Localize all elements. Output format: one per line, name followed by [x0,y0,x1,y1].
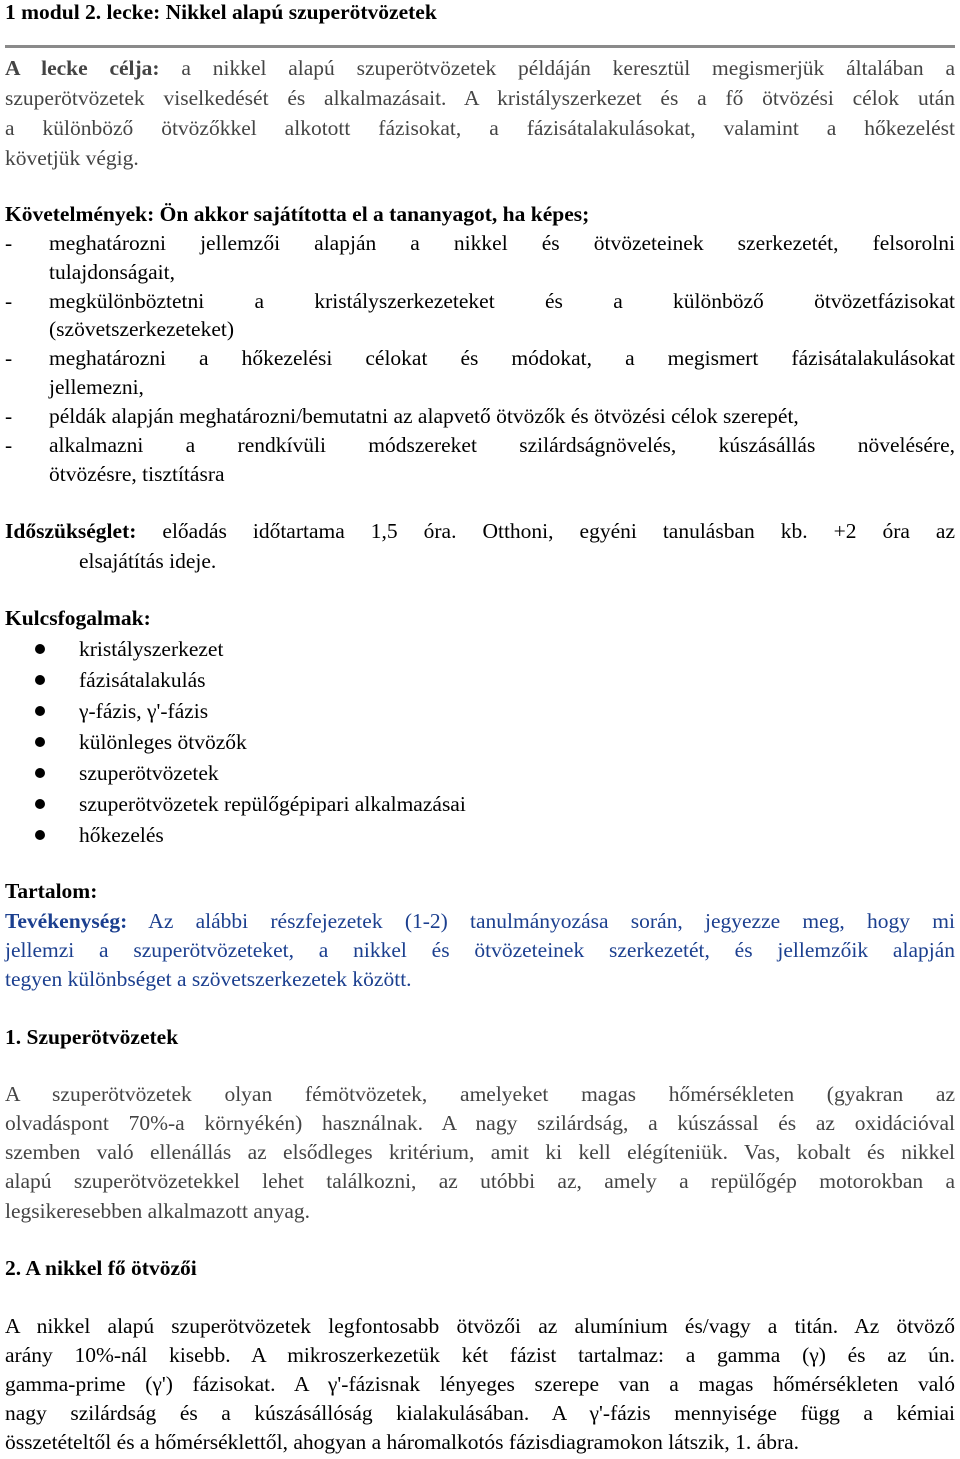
activity-line-3: tegyen különbséget a szövetszerkezetek között. [5,967,412,991]
requirement-item: - alkalmazni a rendkívüli módszereket szilárdságnövelés, kúszásállás növelésére, [5,433,955,457]
goal-label: A lecke célja: [5,56,160,80]
bullet-icon [35,706,45,716]
bullet-icon [35,675,45,685]
requirement-item-cont: (szövetszerkezeteket) [49,317,235,341]
requirement-item: - meghatározni a hőkezelési célokat és módokat, a megismert fázisátalakulásokat [5,346,955,370]
section-2-line: arány 10%-nál kisebb. A mikroszerkezetük két fázist tartalmaz: a gamma (γ) és az ún. [5,1343,955,1367]
bullet-icon [35,799,45,809]
bullet-icon [35,644,45,654]
section-1-line: alapú szuperötvözetekkel lehet találkozni, az utóbbi az, amely a repülőgép motorokban a [5,1169,955,1193]
section-1-line: legsikeresebben alkalmazott anyag. [5,1199,311,1223]
keyword-item: kristályszerkezet [79,637,224,661]
section-1-line: A szuperötvözetek olyan fémötvözetek, amelyeket magas hőmérsékleten (gyakran az [5,1082,955,1106]
goal-line-2: szuperötvözetek viselkedését és alkalmazásait. A kristályszerkezet és a fő ötvözési célok után [5,86,955,110]
keyword-item: szuperötvözetek repülőgépipari alkalmazásai [79,792,466,816]
bullet-icon [35,768,45,778]
section-1-line: olvadáspont 70%-a környékén) használnak. A nagy szilárdság, a kúszással és az oxidációval [5,1111,955,1135]
section-1-line: szemben való ellenállás az elsődleges kritérium, amit ki kell elégíteniük. Vas, kobalt és nikkel [5,1140,955,1164]
content-heading: Tartalom: [5,879,98,903]
section-1-heading: 1. Szuperötvözetek [5,1025,179,1049]
goal-line-4: követjük végig. [5,146,139,170]
requirement-item-cont: ötvözésre, tisztításra [49,462,225,486]
title-divider [5,45,955,48]
activity-label: Tevékenység: [5,909,128,933]
section-2-line: összetételtől és a hőmérséklettől, ahogyan a háromalkotós fázisdiagramokon látszik, 1. ábra. [5,1430,800,1454]
keywords-heading: Kulcsfogalmak: [5,606,151,630]
goal-line-1: A lecke célja: a nikkel alapú szuperötvözetek példáján keresztül megismerjük általában a [5,56,955,80]
section-2-line: gamma-prime (γ') fázisokat. A γ'-fázisnak lényeges szerepe van a magas hőmérsékleten való [5,1372,955,1396]
time-label: Időszükséglet: [5,519,137,543]
activity-line-1: Tevékenység: Az alábbi részfejezetek (1-2) tanulmányozása során, jegyezze meg, hogy mi [5,909,955,933]
keyword-item: γ-fázis, γ'-fázis [79,699,209,723]
section-2-heading: 2. A nikkel fő ötvözői [5,1256,197,1280]
bullet-icon [35,830,45,840]
section-2-line: nagy szilárdság és a kúszásállóság kialakulásában. A γ'-fázis mennyisége függ a kémiai [5,1401,955,1425]
requirement-item-cont: tulajdonságait, [49,260,175,284]
keyword-item: hőkezelés [79,823,164,847]
requirement-item: - megkülönböztetni a kristályszerkezeteket és a különböző ötvözetfázisokat [5,289,955,313]
goal-line-3: a különböző ötvözőkkel alkotott fázisokat, a fázisátalakulásokat, valamint a hőkezelést [5,116,955,140]
requirements-heading: Követelmények: Ön akkor sajátította el a tananyagot, ha képes; [5,202,590,226]
keyword-item: szuperötvözetek [79,761,219,785]
requirement-item: - meghatározni jellemzői alapján a nikkel és ötvözeteinek szerkezetét, felsorolni [5,231,955,255]
keyword-item: fázisátalakulás [79,668,206,692]
requirement-item: - példák alapján meghatározni/bemutatni az alapvető ötvözők és ötvözési célok szerepét, [5,404,799,428]
time-line-2: elsajátítás ideje. [79,549,217,573]
keyword-item: különleges ötvözők [79,730,247,754]
page-title: 1 modul 2. lecke: Nikkel alapú szuperötvözetek [5,0,437,24]
section-2-line: A nikkel alapú szuperötvözetek legfontosabb ötvözői az alumínium és/vagy a titán. Az ötvöző [5,1314,955,1338]
bullet-icon [35,737,45,747]
time-line-1: Időszükséglet: előadás időtartama 1,5 óra. Otthoni, egyéni tanulásban kb. +2 óra az [5,519,956,543]
requirement-item-cont: jellemezni, [49,375,144,399]
activity-line-2: jellemzi a szuperötvözeteket, a nikkel és ötvözeteinek szerkezetét, és jellemzőik alapján [5,938,955,962]
